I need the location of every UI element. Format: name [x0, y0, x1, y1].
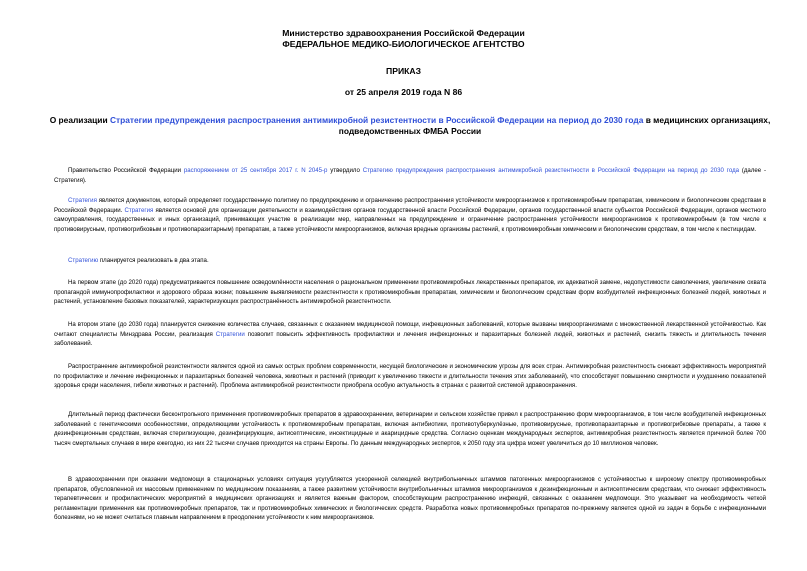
strategy-link[interactable]: Стратегию [68, 257, 99, 264]
paragraph-3 [54, 256, 766, 266]
p6-text-a: Распространение антимикробной резистентности является одной из самых острых проблем современности, несущей биологические и экономические угрозы для всех стран. Антимикробная резистентность снижает эффективность мероприятий по профилактике и лечение инфекционных и паразитарных болезней человека, животных и растений (приводит к увеличению тяжести и длительности течения этих заболеваний), что способствует повышению смертности и ухудшению показателей здоровья среди населения, гибели животных и растений). Проблема антимикробной резистентности приобрела особую актуальность в странах с развитой системой здравоохранения. [54, 363, 766, 389]
paragraph-5 [54, 320, 766, 349]
p5-text-b: позволит повысить эффективность профилактики и лечения инфекционных и паразитарных болезней людей, животных и растений, снизить тяжесть и длительность течения заболеваний. [54, 330, 766, 347]
paragraph-8 [54, 475, 766, 523]
paragraph-7 [54, 410, 766, 448]
p2-text-b: является основой для организации деятельности и взаимодействия органов государственной власти Российской Федерации, органов государственной власти субъектов Российской Федерации, органов местного самоуправления, государственных и иных организаций, принимающих участие в реализации мер, направленных на предупреждение и ограничение распространения устойчивости микроорганизмов к противомикробным (в том числе к противовирусным, противогрибковым и противопаразитарным) препаратам, а также устойчивости микроорганизмов, включая вредные организмы растений, к противомикробным химическим и биологическим средствам, в том числе к пестицидам. [54, 206, 766, 233]
p1-text-c: (далее - Стратегия). [54, 167, 766, 184]
paragraph-4 [54, 278, 766, 307]
document-date: от 25 апреля 2019 года N 86 [344, 87, 463, 97]
p8-text-a: В здравоохранении при оказании медпомощи в стационарных условиях ситуация усугубляется ускоренной селекцией внутрибольничных штаммов патогенных микроорганизмов с устойчивостью к широкому спектру противомикробных препаратов, обусловленной их массовым применением по медицинским показаниям, а также развитием устойчивости внутрибольничных штаммов микроорганизмов к дезинфекционным и антисептическим средствам, что снижает эффективность терапевтических и профилактических мероприятий в медицинских организациях и является важным фактором, способствующим распространению инфекций, связанных с оказанием медпомощи. Это указывает на необходимость четкой регламентации применения как противомикробных препаратов, так и противомикробных химических и биологических средств. Разработка новых противомикробных препаратов по-прежнему является одной из задач в борьбе с инфекционными болезнями, но не может считаться главным направлением в преодолении устойчивости к ним микроорганизмов. [54, 476, 766, 521]
ministry-name: Министерство здравоохранения Российской Федерации [282, 28, 525, 38]
paragraph-1 [54, 166, 766, 185]
p1-text-b: утвердило [327, 167, 363, 174]
title-prefix: О реализации [49, 115, 110, 125]
agency-name: ФЕДЕРАЛЬНОЕ МЕДИКО-БИОЛОГИЧЕСКОЕ АГЕНТСТВО [282, 39, 525, 49]
paragraph-6 [54, 362, 766, 391]
document-title [40, 115, 780, 137]
strategy-title-link[interactable]: Стратегии предупреждения распространения антимикробной резистентности в Российской Федерации на период до 2030 года [109, 115, 644, 125]
p4-text-a: На первом этапе (до 2020 года) предусматривается повышение осведомлённости населения о рациональном применении противомикробных лекарственных препаратов, их адекватной замене, недопустимости самолечения, увеличение охвата пропагандой иммунопрофилактики и здорового образа жизни; повышение выявляемости резистентности к противомикробным препаратам, химическим и биологическим средствам форм возбудителей инфекционных болезней людей, животных и растений, установление базовых показателей, характеризующих распространённость антимикробной резистентности. [54, 279, 766, 305]
strategy-link[interactable]: Стратегию предупреждения распространения антимикробной резистентности в Российской Федерации на период до 2030 года [362, 167, 740, 174]
paragraph-2 [54, 196, 766, 234]
p3-text-a: планируется реализовать в два этапа. [98, 257, 209, 264]
document-type: ПРИКАЗ [386, 66, 421, 76]
strategy-link[interactable]: Стратегии [215, 330, 245, 338]
strategy-link[interactable]: Стратегия [124, 206, 154, 214]
p7-text-a: Длительный период фактически бесконтрольного применения противомикробных препаратов в здравоохранении, ветеринарии и сельском хозяйстве привел к распространению форм микроорганизмов, в том числе возбудителей инфекционных заболеваний с генетическими особенностями, определяющими устойчивость к противомикробным препаратам, включая антибиотики, противотуберкулёзные, противовирусные, противопаразитарные и противогрибковые препараты, а также к дезинфекционным средствам, включая стерилизующие, дезинфицирующие, антисептические, инсектицидные и акарицидные средства. Согласно оценкам международных экспертов, антимикробная резистентность является причиной более 700 тысяч смертельных случаев в мире ежегодно, из них 22 тысячи случаев приходится на страны Европы. По данным международных экспертов, к 2050 году эта цифра может увеличиться до 10 миллионов человек. [54, 411, 766, 447]
decree-link[interactable]: распоряжением от 25 сентября 2017 г. N 2045-р [183, 167, 328, 174]
strategy-link[interactable]: Стратегия [68, 197, 97, 204]
p1-text-a: Правительство Российской Федерации [68, 167, 184, 174]
title-suffix: в медицинских организациях, подведомственных ФМБА России [338, 115, 771, 136]
p5-text-a: На втором этапе (до 2030 года) планируется снижение количества случаев, связанных с оказанием медицинской помощи, инфекционных заболеваний, которые вызваны микроорганизмами с множественной лекарственной устойчивостью. Как считают специалисты Минздрава России, реализация [54, 321, 766, 338]
p2-text-a: является документом, который определяет государственную политику по предупреждению и ограничению распространения устойчивости микроорганизмов к противомикробным препаратам, химическим и биологическим средствам в Российской Федерации. [54, 197, 766, 214]
